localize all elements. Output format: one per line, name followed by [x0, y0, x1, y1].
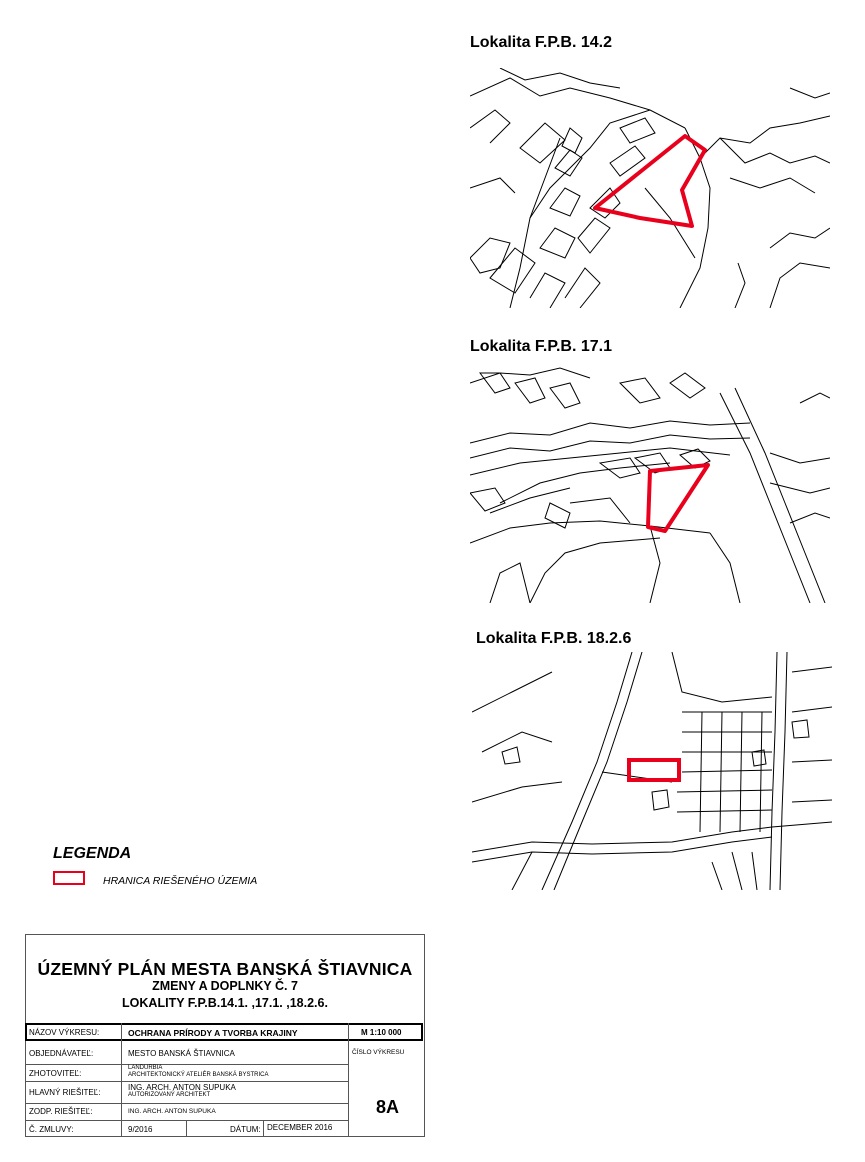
contractor-line2: ARCHITEKTONICKÝ ATELIÉR BANSKÁ BYSTRICA	[128, 1072, 269, 1078]
chief-line1: ING. ARCH. ANTON SUPUKA	[128, 1083, 236, 1092]
chief-label: HLAVNÝ RIEŠITEĽ:	[29, 1088, 101, 1097]
map-title-18-2-6: Lokalita F.P.B. 18.2.6	[476, 630, 632, 647]
scale: M 1:10 000	[361, 1028, 402, 1037]
sheet-number: 8A	[376, 1097, 400, 1117]
contract-label: Č. ZMLUVY:	[29, 1125, 74, 1134]
map-locality-18-2-6[interactable]	[472, 652, 832, 890]
map-14-2-drawing	[470, 68, 830, 308]
contractor-line1: LANDURBIA	[128, 1065, 163, 1071]
date: DECEMBER 2016	[267, 1123, 333, 1132]
boundary-17-1	[648, 465, 708, 531]
title-block	[25, 934, 425, 1137]
chief-line2: AUTORIZOVANÝ ARCHITEKT	[128, 1092, 211, 1098]
legend-title: LEGENDA	[53, 845, 132, 862]
client-label: OBJEDNÁVATEĽ:	[29, 1049, 94, 1058]
drawing-name-label: NÁZOV VÝKRESU:	[29, 1028, 100, 1037]
map-17-1-drawing	[470, 363, 830, 603]
map-18-2-6-drawing	[472, 652, 832, 890]
boundary-14-2	[595, 136, 705, 226]
legend-swatch-boundary	[53, 871, 85, 885]
client: MESTO BANSKÁ ŠTIAVNICA	[128, 1049, 235, 1058]
contractor-label: ZHOTOVITEĽ:	[29, 1069, 82, 1078]
map-locality-14-2[interactable]	[470, 68, 830, 308]
map-title-14-2: Lokalita F.P.B. 14.2	[470, 34, 612, 51]
map-locality-17-1[interactable]	[470, 363, 830, 603]
title-block-localities: LOKALITY F.P.B.14.1. ,17.1. ,18.2.6.	[122, 996, 328, 1010]
date-label: DÁTUM:	[230, 1125, 261, 1134]
title-block-main-title: ÚZEMNÝ PLÁN MESTA BANSKÁ ŠTIAVNICA	[37, 959, 413, 979]
title-block-subtitle: ZMENY A DOPLNKY Č. 7	[152, 979, 298, 993]
drawing-name: OCHRANA PRÍRODY A TVORBA KRAJINY	[128, 1028, 298, 1038]
sheet-no-label: ČÍSLO VÝKRESU	[352, 1049, 405, 1056]
resp-label: ZODP. RIEŠITEĽ:	[29, 1107, 93, 1116]
resp: ING. ARCH. ANTON SUPUKA	[128, 1108, 216, 1115]
contract: 9/2016	[128, 1125, 153, 1134]
map-title-17-1: Lokalita F.P.B. 17.1	[470, 338, 612, 355]
legend-label-boundary: HRANICA RIEŠENÉHO ÚZEMIA	[103, 875, 258, 887]
